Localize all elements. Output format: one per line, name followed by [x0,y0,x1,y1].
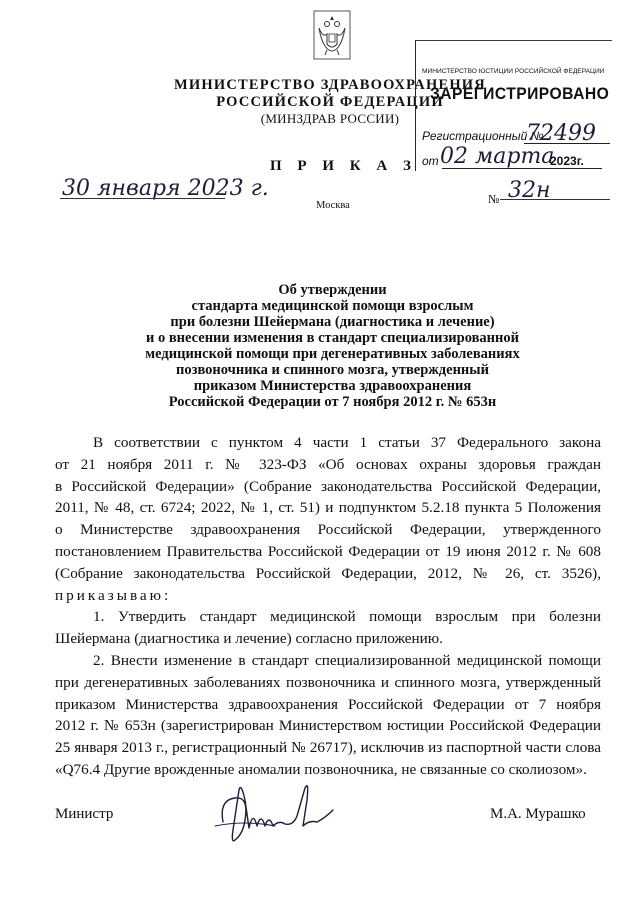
stamp-date-handwritten [440,144,554,169]
document-body [55,432,601,781]
preamble-line: от 21 ноября 2011 г. № 323-ФЗ «Об основах охраны здоровья граждан [55,455,601,473]
item2-line: 2. Внести изменение в стандарт специализированной медицинской помощи [93,651,601,669]
item1-line: Шейермана (диагностика и лечение) согласно приложению. [55,630,443,648]
preamble-line: в Российской Федерации» (Собрание законодательства Российской Федерации, [55,477,601,495]
stamp-reg-number-label: Регистрационный № [422,129,544,143]
item1-line: 1. Утвердить стандарт медицинской помощи взрослым при болезни [93,608,601,626]
stamp-date-prefix: от [422,154,439,168]
title-line: Об утверждении [278,282,387,298]
title-line: приказом Министерства здравоохранения [193,378,472,394]
preamble-line: постановлением Правительства Российской Федерации от 19 июня 2012 г. № 608 [55,542,601,560]
title-line: при болезни Шейермана (диагностика и лечение) [170,314,495,330]
order-number: 32н [508,178,551,203]
ministry-name-line1: МИНИСТЕРСТВО ЗДРАВООХРАНЕНИЯ [174,77,486,93]
document-title [90,282,575,410]
title-line: медицинской помощи при дегенеративных заболеваниях [145,346,520,362]
coat-of-arms-icon [313,10,351,60]
title-line: стандарта медицинской помощи взрослым [191,298,474,314]
stamp-date-year: 2023г. [550,154,584,168]
ministry-abbreviation: (МИНЗДРАВ РОССИИ) [260,111,400,126]
preamble-line: В соответствии с пунктом 4 части 1 статьи 37 Федерального закона [93,434,601,451]
ministry-name-line2: РОССИЙСКОЙ ФЕДЕРАЦИИ [216,94,444,110]
item2-line: приказом Министерства здравоохранения Российской Федерации от 7 ноября [55,695,601,713]
signer-title: Министр [55,806,114,822]
handwritten-signature [205,770,355,850]
stamp-date-month: марта [475,144,555,169]
item2-line: 25 января 2013 г., регистрационный № 26717), исключив из паспортной части слова [55,739,601,757]
order-date-line [60,198,225,199]
signer-name: М.А. Мурашко [490,806,586,822]
preamble-line: 2011, № 48, ст. 6724; 2022, № 1, ст. 51) и подпунктом 5.2.18 пункта 5 Положения [55,499,601,517]
item2-line: при дегенеративных заболеваниях позвоночника и спинного мозга, утвержденный [55,673,601,691]
item2-line: 2012 г. № 653н (зарегистрирован Министерством юстиции Российской Федерации [55,717,601,735]
order-number-line [500,199,610,200]
title-line: и о внесении изменения в стандарт специализированной [146,330,519,346]
order-date: 30 января 2023 г. [62,176,269,201]
title-line: Российской Федерации от 7 ноября 2012 г. № 653н [168,394,497,410]
order-number-label: № [488,192,500,206]
stamp-status: ЗАРЕГИСТРИРОВАНО [430,84,610,103]
order-word: приказываю: [55,586,172,604]
title-line: позвоночника и спинного мозга, утвержденный [176,362,489,378]
order-city: Москва [316,200,350,211]
preamble-line: о Министерстве здравоохранения Российской Федерации, утвержденного [55,521,601,539]
stamp-organization: МИНИСТЕРСТВО ЮСТИЦИИ РОССИЙСКОЙ ФЕДЕРАЦИИ [422,68,605,75]
stamp-reg-number-row [422,121,596,146]
stamp-date-line [442,168,602,169]
stamp-date-day: 02 [440,144,468,169]
preamble-line: (Собрание законодательства Российской Федерации, 2012, № 26, ст. 3526), [55,564,601,582]
stamp-date-row [422,144,584,169]
document-type: П Р И К А З [270,158,417,174]
stamp-reg-number: 72499 [526,121,596,146]
registration-stamp [415,40,612,171]
item2-line: «Q76.4 Другие врожденные аномалии позвоночника, не связанные со сколиозом». [55,760,587,778]
